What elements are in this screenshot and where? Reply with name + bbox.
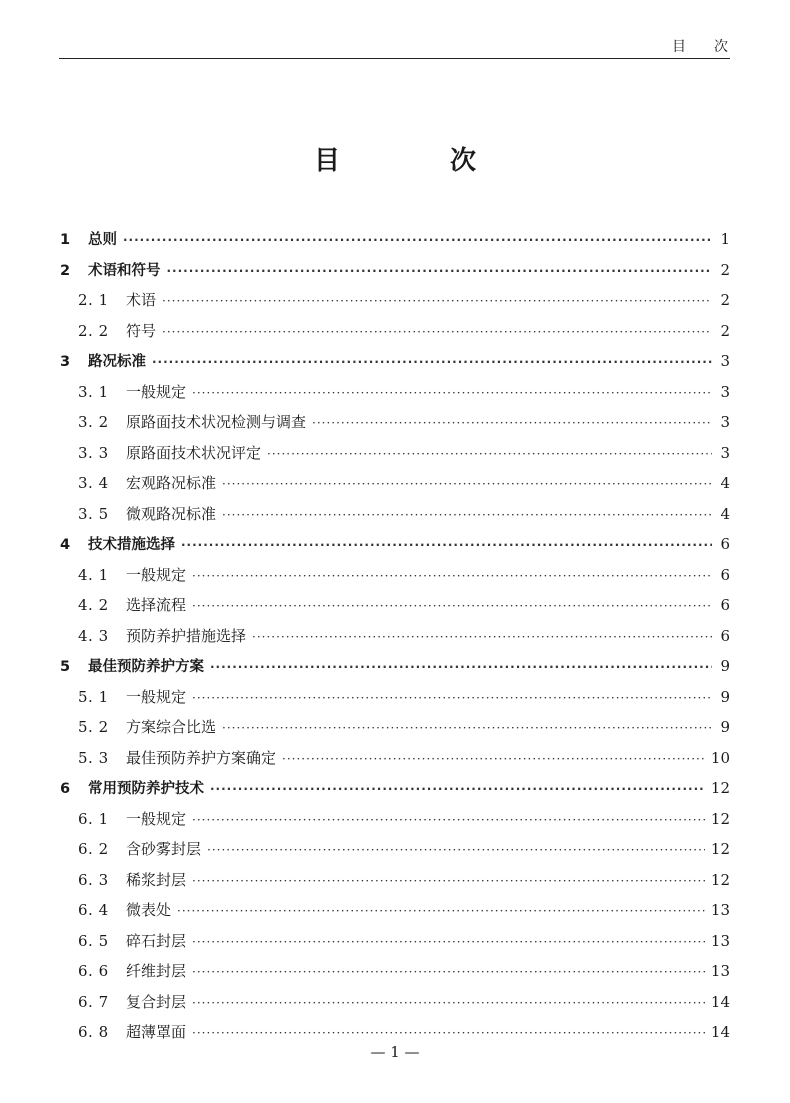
toc-section-entry[interactable]: [60, 804, 730, 835]
toc-entry-page: 9: [720, 687, 730, 706]
toc-chapter-entry[interactable]: [60, 224, 730, 255]
toc-chapter-entry[interactable]: [60, 529, 730, 560]
toc-entry-title: 原路面技术状况评定: [126, 443, 262, 462]
toc-entry-number: 5. 3: [78, 748, 109, 767]
toc-entry-title: 最佳预防养护方案确定: [126, 748, 277, 767]
toc-section-entry[interactable]: [60, 468, 730, 499]
toc-entry-number: 4: [60, 537, 71, 553]
page-title: 目 次: [313, 146, 518, 176]
dot-leader: [192, 591, 712, 622]
dot-leader: [267, 439, 712, 470]
toc-entry-number: 6. 6: [78, 962, 109, 980]
toc-entry-title: 复合封层: [126, 992, 187, 1011]
toc-chapter-entry[interactable]: [60, 773, 730, 804]
toc-section-entry[interactable]: [60, 956, 730, 987]
toc-entry-title: 符号: [126, 321, 157, 340]
dot-leader: [192, 683, 712, 714]
dot-leader: [222, 469, 712, 500]
toc-section-entry[interactable]: [60, 560, 730, 591]
toc-entry-title: 常用预防养护技术: [88, 781, 204, 797]
page-number: — 1 —: [370, 1043, 420, 1061]
toc-entry-number: 6. 7: [78, 992, 109, 1011]
toc-entry-title: 一般规定: [126, 565, 187, 584]
toc-entry-number: 4. 1: [78, 565, 109, 584]
toc-section-entry[interactable]: [60, 621, 730, 652]
toc-entry-page: 12: [710, 870, 730, 889]
toc-entry-title: 总则: [88, 232, 117, 248]
toc-entry-title: 一般规定: [126, 809, 187, 828]
toc-entry-page: 10: [710, 748, 730, 767]
toc-section-entry[interactable]: [60, 285, 730, 316]
toc-entry-page: 13: [710, 962, 730, 980]
dot-leader: [192, 988, 705, 1019]
dot-leader: [181, 530, 712, 561]
toc-section-entry[interactable]: [60, 499, 730, 530]
toc-entry-number: 6. 8: [78, 1023, 109, 1041]
dot-leader: [152, 347, 712, 378]
dot-leader: [210, 652, 712, 683]
toc-entry-page: 12: [710, 779, 730, 797]
dot-leader: [192, 927, 705, 958]
toc-entry-number: 5. 1: [78, 687, 109, 706]
toc-section-entry[interactable]: [60, 682, 730, 713]
toc-entry-number: 6. 1: [78, 809, 109, 828]
toc-section-entry[interactable]: [60, 987, 730, 1018]
toc-chapter-entry[interactable]: [60, 651, 730, 682]
toc-entry-number: 6. 3: [78, 870, 109, 889]
toc-section-entry[interactable]: [60, 377, 730, 408]
toc-entry-page: 3: [720, 352, 730, 370]
toc-section-entry[interactable]: [60, 895, 730, 926]
toc-section-entry[interactable]: [60, 590, 730, 621]
toc-entry-title: 一般规定: [126, 382, 187, 401]
toc-section-entry[interactable]: [60, 407, 730, 438]
toc-entry-title: 最佳预防养护方案: [88, 659, 204, 675]
toc-entry-number: 3. 2: [78, 413, 109, 431]
toc-entry-title: 术语和符号: [88, 262, 161, 279]
toc-entry-page: 3: [720, 443, 730, 462]
toc-entry-page: 2: [720, 321, 730, 340]
toc-entry-page: 14: [710, 1023, 730, 1041]
toc-entry-number: 6. 5: [78, 931, 109, 950]
dot-leader: [192, 866, 705, 897]
toc-entry-page: 6: [720, 596, 730, 614]
toc-entry-number: 2. 2: [78, 321, 109, 340]
toc-entry-number: 1: [60, 232, 71, 248]
toc-entry-page: 9: [720, 718, 730, 736]
toc-entry-number: 5. 2: [78, 718, 109, 736]
dot-leader: [192, 957, 705, 988]
toc-entry-page: 3: [720, 413, 730, 431]
toc-entry-title: 预防养护措施选择: [126, 626, 247, 645]
dot-leader: [222, 713, 712, 744]
toc-entry-number: 3: [60, 354, 71, 370]
dot-leader: [167, 256, 713, 287]
header-rule: [59, 58, 730, 59]
toc-section-entry[interactable]: [60, 926, 730, 957]
toc-entry-number: 2: [60, 262, 71, 279]
toc-entry-page: 2: [720, 291, 730, 309]
toc-section-entry[interactable]: [60, 834, 730, 865]
toc-entry-number: 2. 1: [78, 291, 109, 309]
toc-entry-title: 路况标准: [88, 354, 146, 370]
dot-leader: [210, 774, 705, 805]
table-of-contents: [60, 224, 730, 1048]
toc-entry-title: 原路面技术状况检测与调查: [126, 413, 307, 431]
toc-entry-page: 14: [710, 992, 730, 1011]
toc-entry-number: 4. 2: [78, 596, 109, 614]
toc-entry-title: 含砂雾封层: [126, 840, 202, 858]
toc-entry-page: 4: [720, 474, 730, 492]
toc-entry-number: 4. 3: [78, 626, 109, 645]
toc-entry-page: 9: [720, 657, 730, 675]
toc-entry-number: 3. 1: [78, 382, 109, 401]
toc-entry-number: 3. 3: [78, 443, 109, 462]
toc-entry-page: 13: [710, 931, 730, 950]
toc-entry-number: 6. 2: [78, 840, 109, 858]
dot-leader: [177, 896, 705, 927]
toc-chapter-entry[interactable]: [60, 255, 730, 286]
toc-entry-page: 13: [710, 901, 730, 919]
toc-entry-page: 6: [720, 535, 730, 553]
toc-entry-title: 技术措施选择: [88, 537, 175, 553]
toc-entry-page: 6: [720, 626, 730, 645]
toc-chapter-entry[interactable]: [60, 346, 730, 377]
toc-entry-page: 12: [710, 840, 730, 858]
toc-entry-number: 3. 5: [78, 504, 109, 523]
toc-entry-number: 6. 4: [78, 901, 109, 919]
dot-leader: [192, 378, 712, 409]
toc-entry-page: 4: [720, 504, 730, 523]
toc-section-entry[interactable]: [60, 865, 730, 896]
toc-entry-number: 3. 4: [78, 474, 109, 492]
dot-leader: [282, 744, 705, 775]
dot-leader: [222, 500, 712, 531]
toc-entry-page: 6: [720, 565, 730, 584]
toc-entry-page: 2: [720, 260, 730, 279]
dot-leader: [312, 408, 712, 439]
dot-leader: [162, 286, 712, 317]
dot-leader: [192, 561, 712, 592]
toc-entry-title: 微观路况标准: [126, 504, 217, 523]
toc-entry-title: 选择流程: [126, 596, 187, 614]
dot-leader: [207, 835, 705, 866]
toc-entry-title: 稀浆封层: [126, 870, 187, 889]
toc-entry-page: 1: [720, 230, 730, 248]
toc-entry-title: 碎石封层: [126, 931, 187, 950]
dot-leader: [123, 225, 712, 256]
toc-entry-title: 宏观路况标准: [126, 474, 217, 492]
toc-section-entry[interactable]: [60, 438, 730, 469]
toc-entry-title: 术语: [126, 291, 157, 309]
dot-leader: [252, 622, 712, 653]
toc-entry-title: 方案综合比选: [126, 718, 217, 736]
dot-leader: [162, 317, 712, 348]
toc-entry-page: 12: [710, 809, 730, 828]
toc-section-entry[interactable]: [60, 743, 730, 774]
toc-entry-number: 5: [60, 659, 71, 675]
running-head: 目次: [672, 39, 756, 55]
dot-leader: [192, 805, 705, 836]
toc-section-entry[interactable]: [60, 712, 730, 743]
toc-entry-title: 超薄罩面: [126, 1023, 187, 1041]
toc-entry-title: 一般规定: [126, 687, 187, 706]
toc-entry-title: 纤维封层: [126, 962, 187, 980]
toc-entry-page: 3: [720, 382, 730, 401]
toc-entry-title: 微表处: [126, 901, 172, 919]
toc-section-entry[interactable]: [60, 316, 730, 347]
toc-entry-number: 6: [60, 781, 71, 797]
